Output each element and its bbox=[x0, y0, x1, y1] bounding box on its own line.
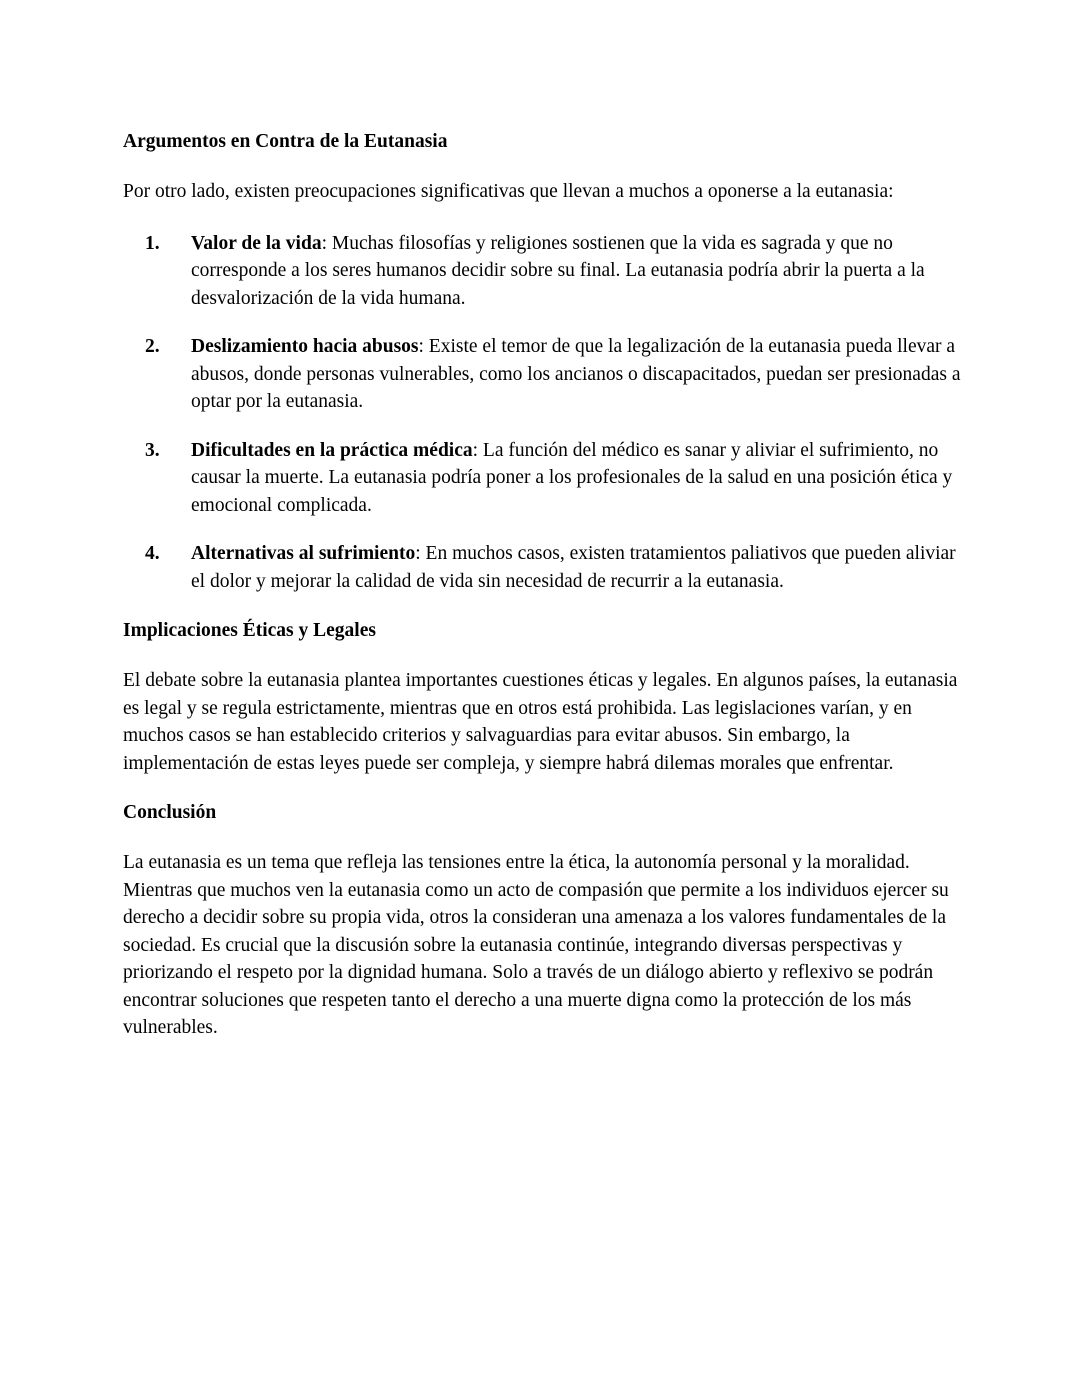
document-body bbox=[123, 128, 963, 1042]
spacer bbox=[123, 826, 963, 849]
list-item bbox=[123, 333, 963, 416]
spacer bbox=[123, 644, 963, 667]
spacer bbox=[123, 206, 963, 230]
spacer bbox=[123, 777, 963, 799]
list-item-number: 1. bbox=[145, 232, 160, 254]
list-item-number: 3. bbox=[145, 439, 160, 461]
section-heading-arguments-against: Argumentos en Contra de la Eutanasia bbox=[123, 131, 448, 152]
list-item-text: : La función del médico es sanar y aliviar el sufrimiento, no causar la muerte. La eutanasia podría poner a los profesionales de la salud en una posición ética y emocional complicada. bbox=[191, 439, 953, 516]
list-item bbox=[123, 540, 963, 595]
paragraph-ethical-legal-implications: El debate sobre la eutanasia plantea importantes cuestiones éticas y legales. En algunos países, la eutanasia es legal y se regula estrictamente, mientras que en otros está prohibida. Las legislaciones varían, y en muchos casos se han establecido criterios y salvaguardias para evitar abusos. Sin embargo, la implementación de estas leyes puede ser compleja, y siempre habrá dilemas morales que enfrentar. bbox=[123, 670, 958, 774]
list-item bbox=[123, 437, 963, 520]
list-item-text: : En muchos casos, existen tratamientos paliativos que pueden aliviar el dolor y mejorar la calidad de vida sin necesidad de recurrir a la eutanasia. bbox=[191, 543, 956, 592]
intro-paragraph-arguments-against: Por otro lado, existen preocupaciones significativas que llevan a muchos a oponerse a la eutanasia: bbox=[123, 181, 894, 202]
arguments-against-list bbox=[123, 230, 963, 596]
paragraph-conclusion: La eutanasia es un tema que refleja las tensiones entre la ética, la autonomía personal y la moralidad. Mientras que muchos ven la eutanasia como un acto de compasión que permite a los individuos ejercer su derecho a decidir sobre su propia vida, otros la consideran una amenaza a los valores fundamentales de la sociedad. Es crucial que la discusión sobre la eutanasia continúe, integrando diversas perspectivas y priorizando el respeto por la dignidad humana. Solo a través de un diálogo abierto y reflexivo se podrán encontrar soluciones que respeten tanto el derecho a una muerte digna como la protección de los más vulnerables. bbox=[123, 852, 949, 1038]
list-item-number: 2. bbox=[145, 336, 160, 357]
section-heading-conclusion: Conclusión bbox=[123, 802, 217, 823]
list-item-text: : Existe el temor de que la legalización de la eutanasia pueda llevar a abusos, donde personas vulnerables, como los ancianos o discapacitados, puedan ser presionadas a optar por la eutanasia. bbox=[191, 336, 961, 412]
list-item-text: : Muchas filosofías y religiones sostienen que la vida es sagrada y que no corresponde a los seres humanos decidir sobre su final. La eutanasia podría abrir la puerta a la desvalorización de la vida humana. bbox=[191, 232, 925, 309]
list-item bbox=[123, 230, 963, 313]
list-item-number: 4. bbox=[145, 543, 160, 564]
list-item-lead: Alternativas al sufrimiento bbox=[191, 543, 416, 564]
list-item-lead: Deslizamiento hacia abusos bbox=[191, 336, 419, 357]
section-heading-ethical-legal-implications: Implicaciones Éticas y Legales bbox=[123, 620, 376, 641]
list-item-lead: Valor de la vida bbox=[191, 232, 322, 254]
spacer bbox=[123, 155, 963, 178]
list-item-lead: Dificultades en la práctica médica bbox=[191, 439, 473, 461]
spacer bbox=[123, 595, 963, 617]
